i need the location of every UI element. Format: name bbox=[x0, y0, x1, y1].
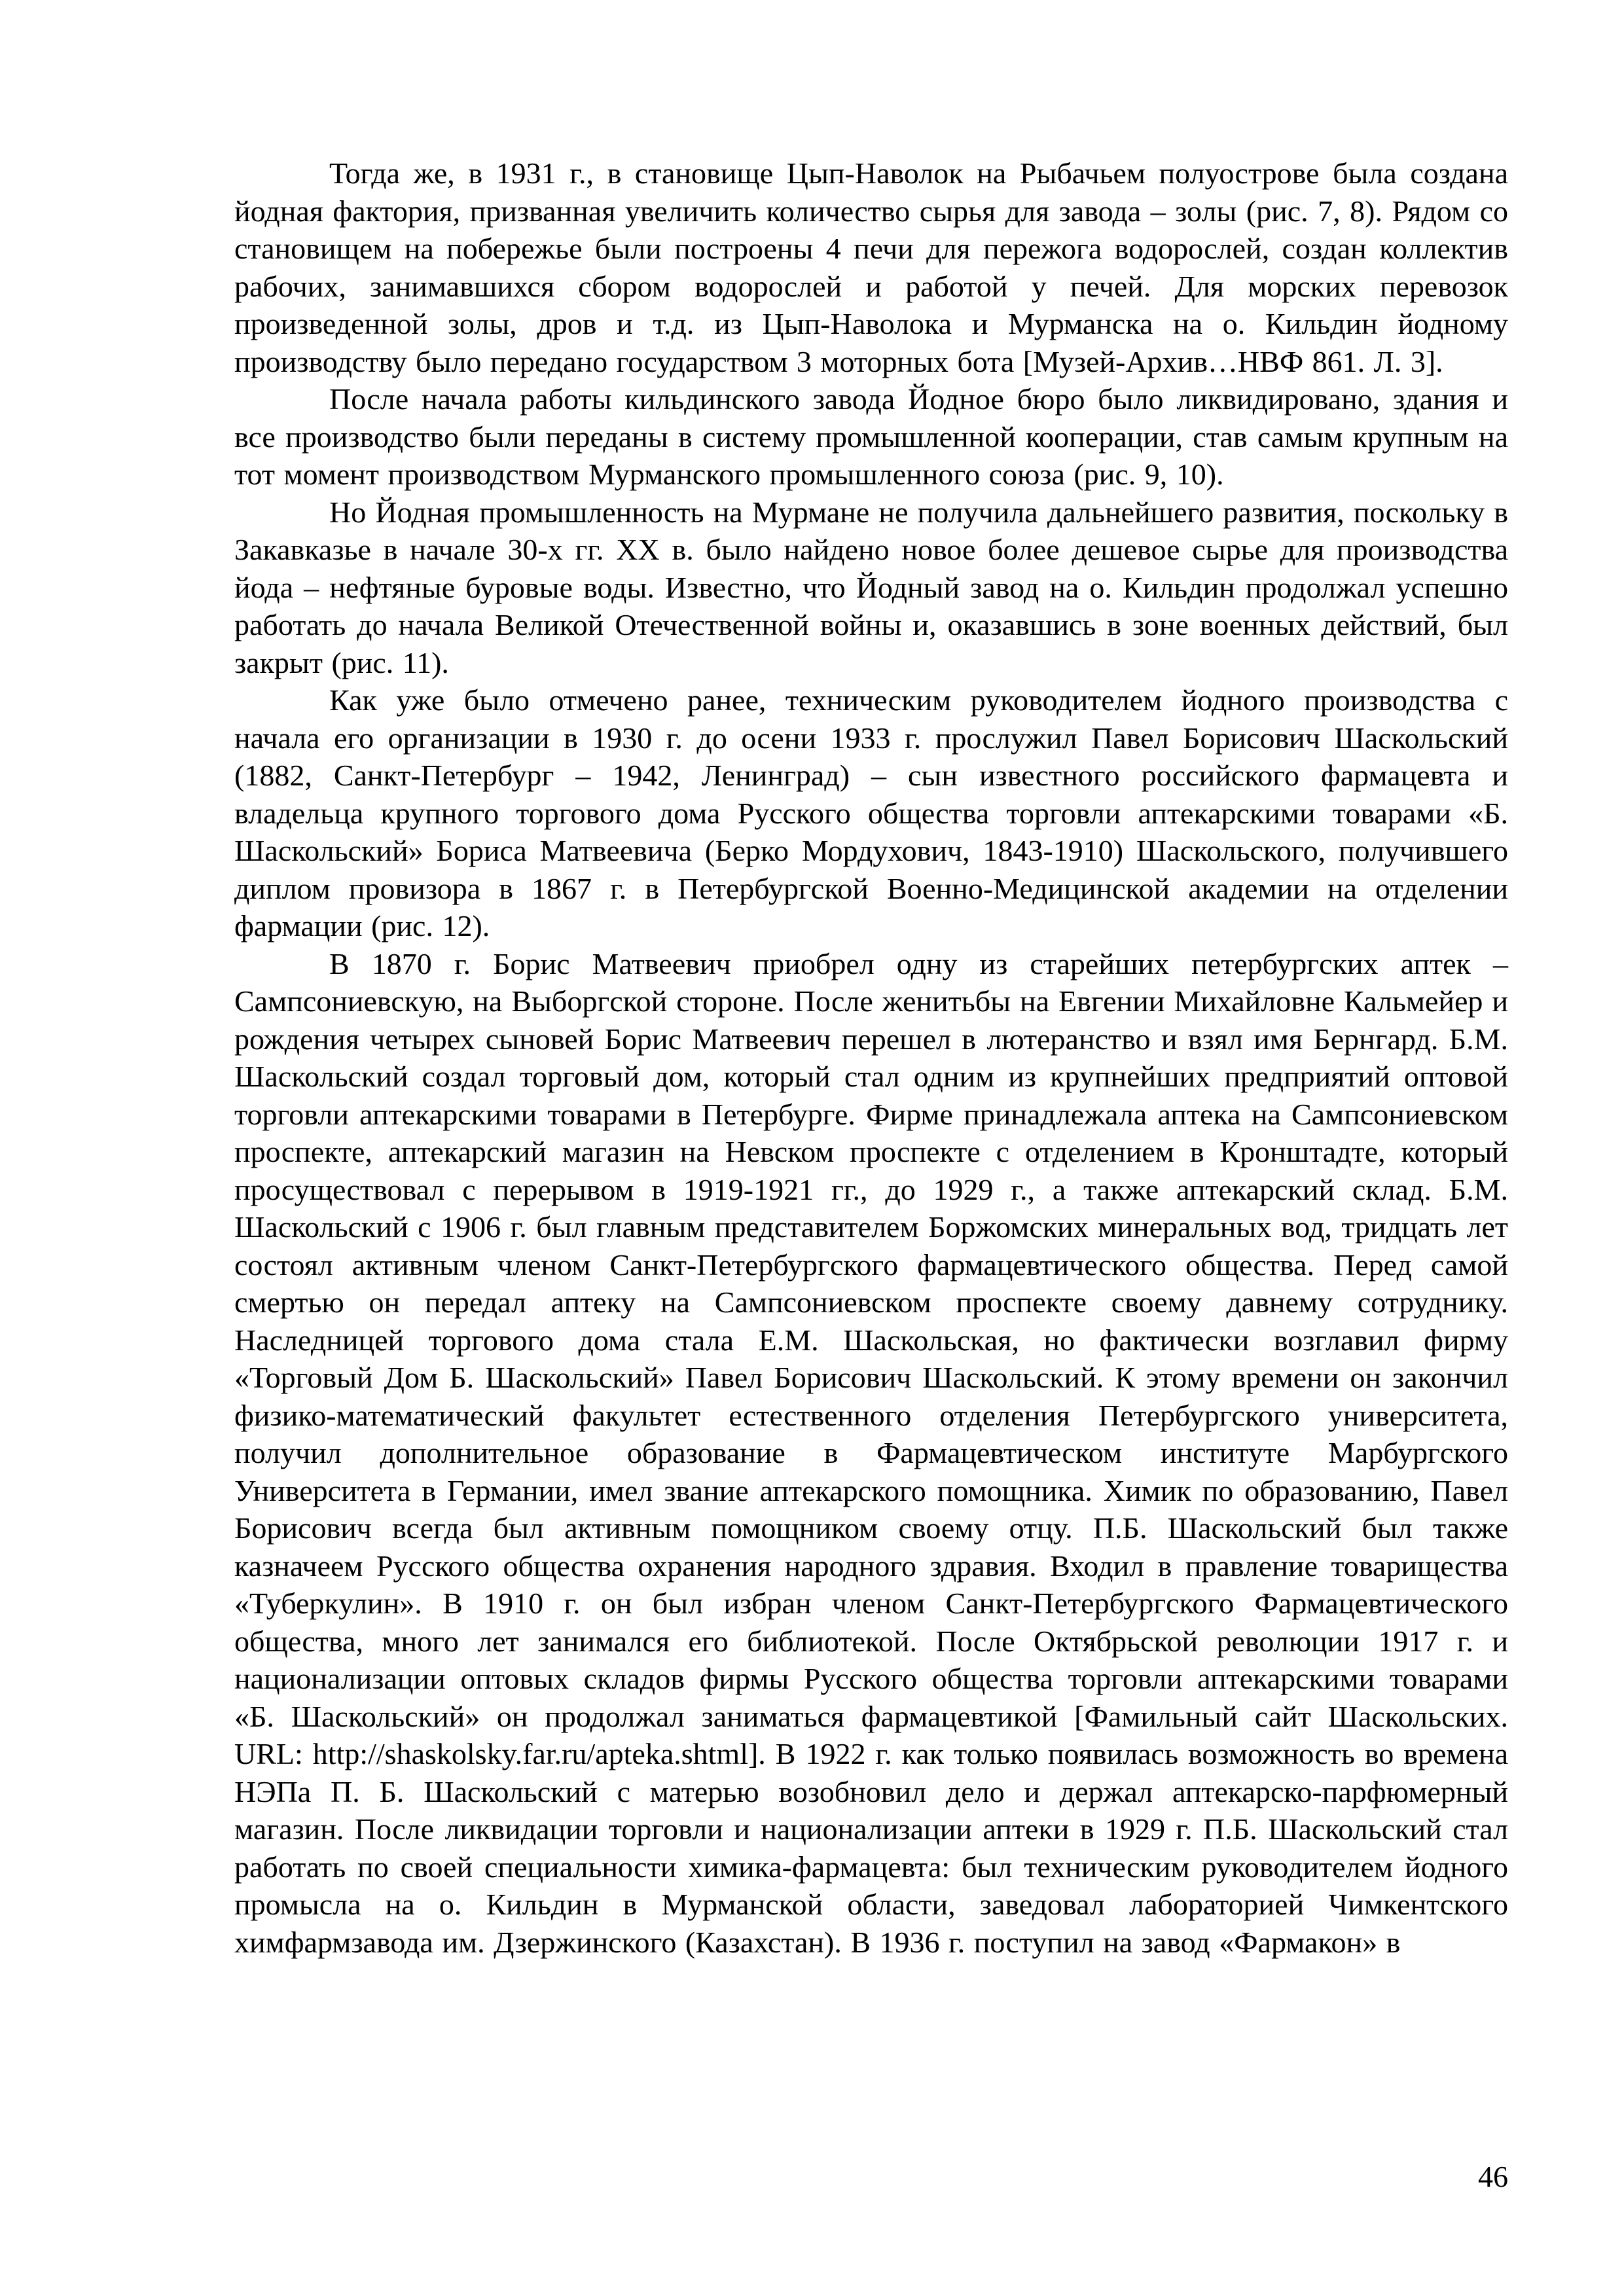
body-text bbox=[234, 154, 1508, 1961]
paragraph-shaskolsky-biography: В 1870 г. Борис Матвеевич приобрел одну из старейших петербургских аптек – Сампсониевскую, на Выборгской стороне. После женитьбы на Евгении Михайловне Кальмейер и рождения четырех сыновей Борис Матвеевич перешел в лютеранство и взял имя Бернгард. Б.М. Шаскольский создал торговый дом, который стал одним из крупнейших предприятий оптовой торговли аптекарскими товарами в Петербурге. Фирме принадлежала аптека на Сампсониевском проспекте, аптекарский магазин на Невском проспекте с отделением в Кронштадте, который просуществовал с перерывом в 1919-1921 гг., до 1929 г., а также аптекарский склад. Б.М. Шаскольский с 1906 г. был главным представителем Боржомских минеральных вод, тридцать лет состоял активным членом Санкт-Петербургского фармацевтического общества. Перед самой смертью он передал аптеку на Сампсониевском проспекте своему давнему сотруднику. Наследницей торгового дома стала Е.М. Шаскольская, но фактически возглавил фирму «Торговый Дом Б. Шаскольский» Павел Борисович Шаскольский. К этому времени он закончил физико-математический факультет естественного отделения Петербургского университета, получил дополнительное образование в Фармацевтическом институте Марбургского Университета в Германии, имел звание аптекарского помощника. Химик по образованию, Павел Борисович всегда был активным помощником своему отцу. П.Б. Шаскольский был также казначеем Русского общества охранения народного здравия. Входил в правление товарищества «Туберкулин». В 1910 г. он был избран членом Санкт-Петербургского Фармацевтического общества, много лет занимался его библиотекой. После Октябрьской революции 1917 г. и национализации оптовых складов фирмы Русского общества торговли аптекарскими товарами «Б. Шаскольский» он продолжал заниматься фармацевтикой [Фамильный сайт Шаскольских. URL: http://shaskolsky.far.ru/apteka.shtml]. В 1922 г. как только появилась возможность во времена НЭПа П. Б. Шаскольский с матерью возобновил дело и держал аптекарско-парфюмерный магазин. После ликвидации торговли и национализации аптеки в 1929 г. П.Б. Шаскольский стал работать по своей специальности химика-фармацевта: был техническим руководителем йодного промысла на о. Кильдин в Мурманской области, заведовал лабораторией Чимкентского химфармзавода им. Дзержинского (Казахстан). В 1936 г. поступил на завод «Фармакон» в bbox=[234, 946, 1508, 1959]
paragraph-industry-decline: Но Йодная промышленность на Мурмане не получила дальнейшего развития, поскольку в Закавказье в начале 30-х гг. XX в. было найдено новое более дешевое сырье для производства йода – нефтяные буровые воды. Известно, что Йодный завод на о. Кильдин продолжал успешно работать до начала Великой Отечественной войны и, оказавшись в зоне военных действий, был закрыт (рис. 11). bbox=[234, 495, 1508, 679]
page-number: 46 bbox=[1478, 2160, 1508, 2193]
paragraph-iodine-factory: Тогда же, в 1931 г., в становище Цып-Наволок на Рыбачьем полуострове была создана йодная фактория, призванная увеличить количество сырья для завода – золы (рис. 7, 8). Рядом со становищем на побережье были построены 4 печи для пережога водорослей, создан коллектив рабочих, занимавшихся сбором водорослей и работой у печей. Для морских перевозок произведенной золы, дров и т.д. из Цып-Наволока и Мурманска на о. Кильдин йодному производству было передано государством 3 моторных бота [Музей-Архив…НВФ 861. Л. 3]. bbox=[234, 156, 1508, 378]
paragraph-iodine-bureau: После начала работы кильдинского завода Йодное бюро было ликвидировано, здания и все производство были переданы в систему промышленной кооперации, став самым крупным на тот момент производством Мурманского промышленного союза (рис. 9, 10). bbox=[234, 382, 1508, 491]
paragraph-shaskolsky-intro: Как уже было отмечено ранее, техническим руководителем йодного производства с начала его организации в 1930 г. до осени 1933 г. прослужил Павел Борисович Шаскольский (1882, Санкт-Петербург – 1942, Ленинград) – сын известного российского фармацевта и владельца крупного торгового дома Русского общества торговли аптекарскими товарами «Б. Шаскольский» Бориса Матвеевича (Берко Мордухович, 1843-1910) Шаскольского, получившего диплом провизора в 1867 г. в Петербургской Военно-Медицинской академии на отделении фармации (рис. 12). bbox=[234, 683, 1508, 942]
